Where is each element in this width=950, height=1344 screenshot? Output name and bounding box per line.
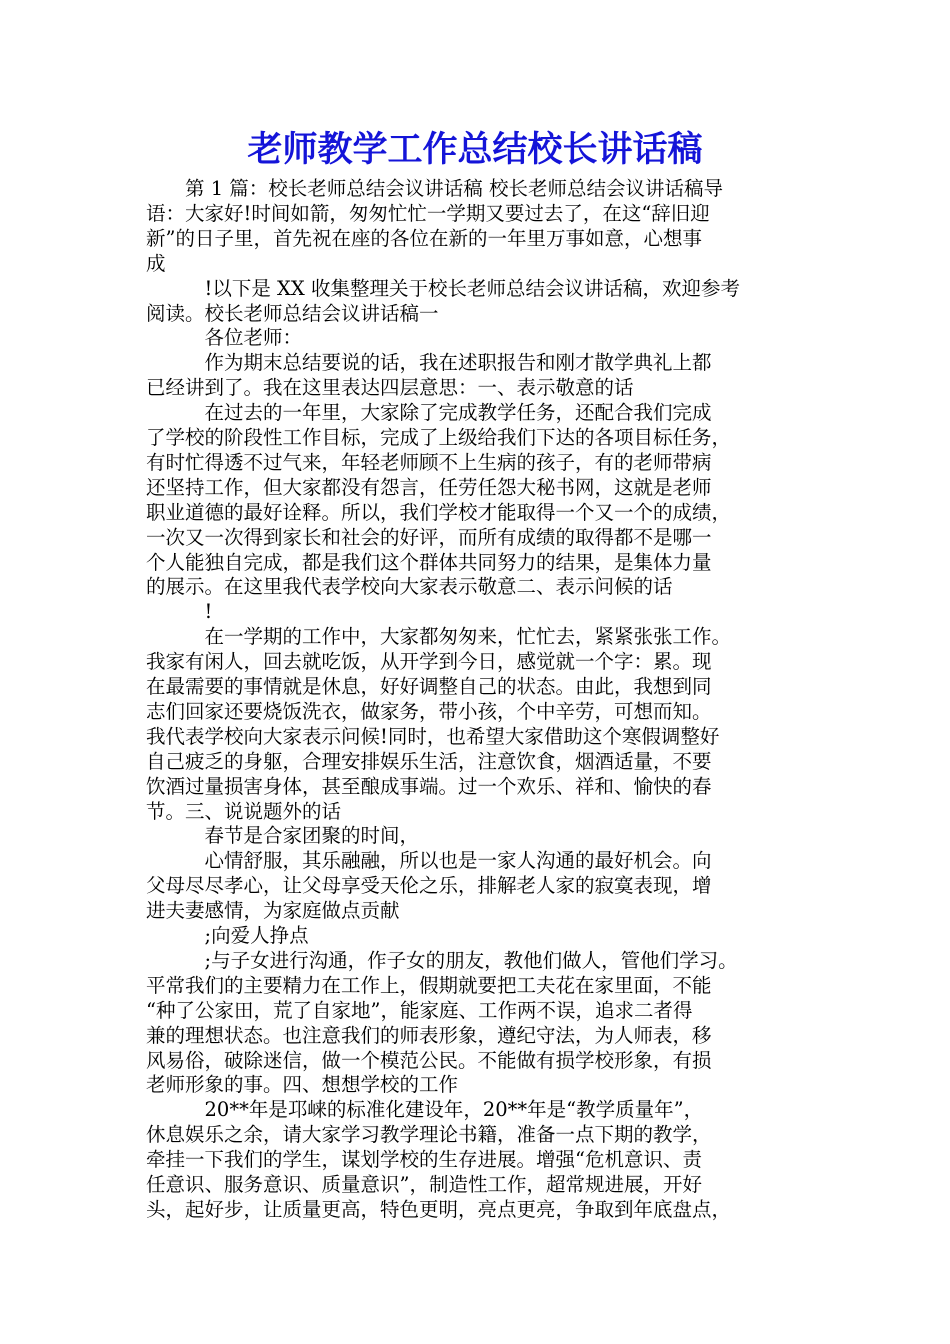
body-line: 我代表学校向大家表示问候!同时，也希望大家借助这个寒假调整好 xyxy=(146,724,720,748)
body-line: 我家有闲人，回去就吃饭，从开学到今日，感觉就一个字：累。现 xyxy=(146,650,712,674)
body-line: 了学校的阶段性工作目标，完成了上级给我们下达的各项目标任务， xyxy=(146,426,732,449)
body-line: 第 1 篇：校长老师总结会议讲话稿 校长老师总结会议讲话稿导 xyxy=(146,177,724,200)
body-line: 一次又一次得到家长和社会的好评，而所有成绩的取得都不是哪一 xyxy=(146,525,712,549)
body-line: 兼的理想状态。也注意我们的师表形象，遵纪守法，为人师表，移 xyxy=(146,1023,712,1047)
body-line: ;向爱人挣点 xyxy=(146,924,309,947)
body-line: 头，起好步，让质量更高，特色更明，亮点更亮，争取到年底盘点， xyxy=(146,1197,732,1221)
body-line: 父母尽尽孝心，让父母享受天伦之乐，排解老人家的寂寞表现，增 xyxy=(146,874,712,898)
body-line: 在最需要的事情就是休息，好好调整自己的状态。由此，我想到同 xyxy=(146,675,712,698)
body-line: !以下是 XX 收集整理关于校长老师总结会议讲话稿，欢迎参考 xyxy=(146,276,740,300)
body-line: 已经讲到了。我在这里表达四层意思：一、表示敬意的话 xyxy=(146,376,634,400)
body-line: 还坚持工作，但大家都没有怨言，任劳任怨大秘书网，这就是老师 xyxy=(146,475,712,499)
body-line: 任意识、服务意识、质量意识”，制造性工作，超常规进展，开好 xyxy=(146,1173,702,1196)
body-line: ! xyxy=(146,600,213,624)
body-line: 饮酒过量损害身体，甚至酿成事端。过一个欢乐、祥和、愉快的春 xyxy=(146,774,712,798)
body-line: 职业道德的最好诠释。所以，我们学校才能取得一个又一个的成绩， xyxy=(146,500,732,524)
body-line: 新”的日子里，首先祝在座的各位在新的一年里万事如意，心想事 xyxy=(146,226,702,250)
document-title: 老师教学工作总结校长讲话稿 xyxy=(247,130,703,170)
body-line: ;与子女进行沟通，作子女的朋友，教他们做人，管他们学习。 xyxy=(146,948,738,972)
body-line: 个人能独自完成，都是我们这个群体共同努力的结果，是集体力量 xyxy=(146,550,712,574)
body-line: 老师形象的事。四、想想学校的工作 xyxy=(146,1073,459,1097)
body-line: 在一学期的工作中，大家都匆匆来，忙忙去，紧紧张张工作。 xyxy=(146,625,732,649)
body-line: “种了公家田，荒了自家地”，能家庭、工作两不误，追求二者得 xyxy=(146,998,693,1022)
body-line: 自己疲乏的身躯，合理安排娱乐生活，注意饮食，烟酒适量，不要 xyxy=(146,749,712,773)
body-line: 作为期末总结要说的话，我在述职报告和刚才散学典礼上都 xyxy=(146,351,712,375)
body-line: 成 xyxy=(146,251,166,275)
body-line: 20**年是邛崃的标准化建设年，20**年是“教学质量年”， xyxy=(146,1098,704,1122)
body-line: 心情舒服，其乐融融，所以也是一家人沟通的最好机会。向 xyxy=(146,849,712,873)
body-line: 语：大家好!时间如箭，匆匆忙忙一学期又要过去了，在这“辞旧迎 xyxy=(146,201,710,225)
body-line: 在过去的一年里，大家除了完成教学任务，还配合我们完成 xyxy=(146,401,712,425)
body-line: 平常我们的主要精力在工作上，假期就要把工夫花在家里面，不能 xyxy=(146,973,712,997)
body-line: 进夫妻感情，为家庭做点贡献 xyxy=(146,899,400,923)
body-line: 有时忙得透不过气来，年轻老师顾不上生病的孩子，有的老师带病 xyxy=(146,450,712,474)
body-line: 志们回家还要烧饭洗衣，做家务，带小孩，个中辛劳，可想而知。 xyxy=(146,699,712,723)
body-line: 阅读。校长老师总结会议讲话稿一 xyxy=(146,301,439,325)
body-line: 牵挂一下我们的学生，谋划学校的生存进展。增强“危机意识、责 xyxy=(146,1148,702,1172)
body-line: 休息娱乐之余，请大家学习教学理论书籍，准备一点下期的教学， xyxy=(146,1123,712,1147)
body-line: 的展示。在这里我代表学校向大家表示敬意二、表示问候的话 xyxy=(146,575,673,599)
body-line: 春节是合家团聚的时间， xyxy=(146,824,420,848)
body-line: 各位老师： xyxy=(146,326,303,350)
body-line: 风易俗，破除迷信，做一个模范公民。不能做有损学校形象，有损 xyxy=(146,1048,712,1072)
body-line: 节。三、说说题外的话 xyxy=(146,799,342,823)
